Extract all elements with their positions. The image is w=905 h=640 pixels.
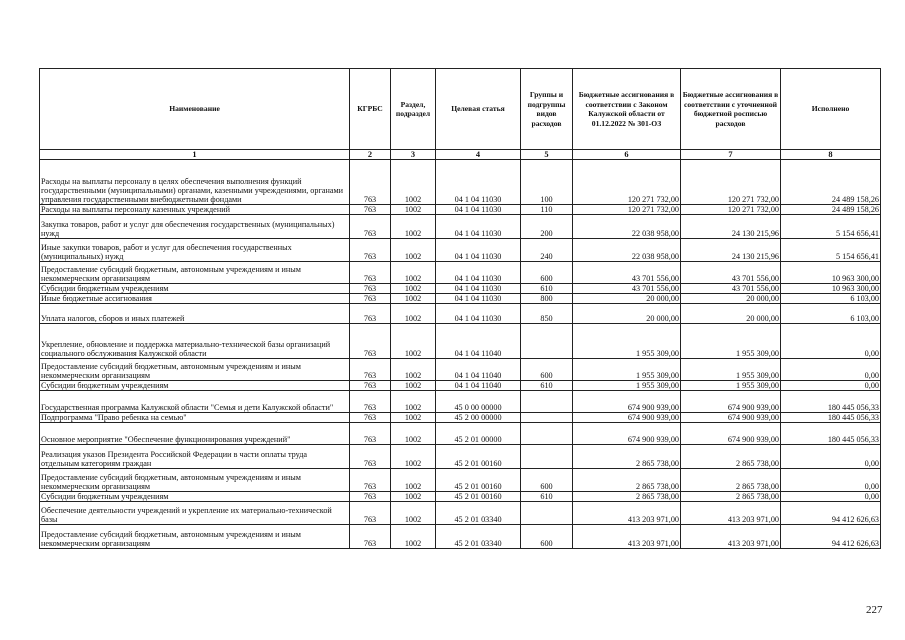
row-target-article: 45 2 01 00160 bbox=[436, 469, 521, 492]
column-number: 6 bbox=[573, 150, 681, 160]
row-expense-group: 850 bbox=[521, 304, 573, 324]
table-row bbox=[40, 215, 881, 239]
row-executed: 0,00 bbox=[781, 492, 881, 502]
row-law-allocation: 22 038 958,00 bbox=[573, 215, 681, 239]
row-executed: 0,00 bbox=[781, 469, 881, 492]
row-expense-group: 800 bbox=[521, 294, 573, 304]
row-kgrbs: 763 bbox=[350, 502, 391, 525]
row-expense-group: 600 bbox=[521, 262, 573, 284]
row-kgrbs: 763 bbox=[350, 294, 391, 304]
row-roster-allocation: 24 130 215,96 bbox=[681, 215, 781, 239]
row-executed: 24 489 158,26 bbox=[781, 160, 881, 205]
row-law-allocation: 674 900 939,00 bbox=[573, 423, 681, 445]
table-row bbox=[40, 502, 881, 525]
row-executed: 94 412 626,63 bbox=[781, 502, 881, 525]
row-executed: 24 489 158,26 bbox=[781, 205, 881, 215]
row-executed: 0,00 bbox=[781, 381, 881, 391]
row-kgrbs: 763 bbox=[350, 381, 391, 391]
header-expense-group: Группы и подгруппы видов расходов bbox=[521, 69, 573, 150]
header-name: Наименование bbox=[40, 69, 350, 150]
row-razdel: 1002 bbox=[391, 381, 436, 391]
row-razdel: 1002 bbox=[391, 445, 436, 469]
row-name: Расходы на выплаты персоналу казенных учреждений bbox=[40, 205, 350, 215]
row-kgrbs: 763 bbox=[350, 262, 391, 284]
table-row bbox=[40, 160, 881, 205]
row-target-article: 45 0 00 00000 bbox=[436, 391, 521, 413]
row-target-article: 45 2 01 00000 bbox=[436, 423, 521, 445]
row-expense-group: 200 bbox=[521, 215, 573, 239]
column-number: 3 bbox=[391, 150, 436, 160]
row-name: Реализация указов Президента Российской Федерации в части оплаты труда отдельным категориям граждан bbox=[40, 445, 350, 469]
table-row bbox=[40, 304, 881, 324]
row-roster-allocation: 120 271 732,00 bbox=[681, 205, 781, 215]
row-target-article: 04 1 04 11030 bbox=[436, 294, 521, 304]
row-name: Предоставление субсидий бюджетным, автономным учреждениям и иным некоммерческим организациям bbox=[40, 525, 350, 549]
row-executed: 6 103,00 bbox=[781, 304, 881, 324]
row-law-allocation: 2 865 738,00 bbox=[573, 469, 681, 492]
row-law-allocation: 2 865 738,00 bbox=[573, 445, 681, 469]
row-executed: 180 445 056,33 bbox=[781, 413, 881, 423]
table-row bbox=[40, 445, 881, 469]
row-kgrbs: 763 bbox=[350, 304, 391, 324]
row-expense-group: 240 bbox=[521, 239, 573, 262]
row-law-allocation: 20 000,00 bbox=[573, 294, 681, 304]
row-name: Подпрограмма "Право ребенка на семью" bbox=[40, 413, 350, 423]
row-expense-group bbox=[521, 324, 573, 359]
header-executed: Исполнено bbox=[781, 69, 881, 150]
row-razdel: 1002 bbox=[391, 413, 436, 423]
table-row bbox=[40, 294, 881, 304]
row-razdel: 1002 bbox=[391, 160, 436, 205]
row-name: Основное мероприятие "Обеспечение функционирования учреждений" bbox=[40, 423, 350, 445]
page-number: 227 bbox=[866, 604, 883, 616]
table-row bbox=[40, 324, 881, 359]
row-name: Субсидии бюджетным учреждениям bbox=[40, 381, 350, 391]
row-target-article: 04 1 04 11030 bbox=[436, 262, 521, 284]
row-law-allocation: 43 701 556,00 bbox=[573, 284, 681, 294]
row-expense-group: 610 bbox=[521, 381, 573, 391]
table-row bbox=[40, 391, 881, 413]
row-kgrbs: 763 bbox=[350, 359, 391, 381]
row-expense-group: 610 bbox=[521, 492, 573, 502]
row-law-allocation: 413 203 971,00 bbox=[573, 502, 681, 525]
row-executed: 10 963 300,00 bbox=[781, 262, 881, 284]
row-target-article: 04 1 04 11030 bbox=[436, 304, 521, 324]
column-number: 5 bbox=[521, 150, 573, 160]
column-number: 4 bbox=[436, 150, 521, 160]
table-header-row bbox=[40, 69, 881, 150]
row-kgrbs: 763 bbox=[350, 525, 391, 549]
row-executed: 180 445 056,33 bbox=[781, 391, 881, 413]
row-roster-allocation: 2 865 738,00 bbox=[681, 445, 781, 469]
row-kgrbs: 763 bbox=[350, 492, 391, 502]
header-target-article: Целевая статья bbox=[436, 69, 521, 150]
table-row bbox=[40, 423, 881, 445]
header-law-allocation: Бюджетные ассигнования в соответствии с Законом Калужской области от 01.12.2022 № 301-ОЗ bbox=[573, 69, 681, 150]
row-law-allocation: 1 955 309,00 bbox=[573, 359, 681, 381]
row-name: Предоставление субсидий бюджетным, автономным учреждениям и иным некоммерческим организациям bbox=[40, 469, 350, 492]
budget-table bbox=[39, 68, 881, 549]
row-name: Закупка товаров, работ и услуг для обеспечения государственных (муниципальных) нужд bbox=[40, 215, 350, 239]
row-roster-allocation: 20 000,00 bbox=[681, 304, 781, 324]
row-roster-allocation: 674 900 939,00 bbox=[681, 423, 781, 445]
row-kgrbs: 763 bbox=[350, 160, 391, 205]
row-expense-group: 600 bbox=[521, 469, 573, 492]
row-law-allocation: 674 900 939,00 bbox=[573, 413, 681, 423]
row-kgrbs: 763 bbox=[350, 445, 391, 469]
column-number: 2 bbox=[350, 150, 391, 160]
table-row bbox=[40, 525, 881, 549]
row-target-article: 04 1 04 11030 bbox=[436, 205, 521, 215]
row-target-article: 45 2 00 00000 bbox=[436, 413, 521, 423]
row-roster-allocation: 1 955 309,00 bbox=[681, 381, 781, 391]
row-law-allocation: 120 271 732,00 bbox=[573, 160, 681, 205]
row-name: Государственная программа Калужской области "Семья и дети Калужской области" bbox=[40, 391, 350, 413]
row-law-allocation: 120 271 732,00 bbox=[573, 205, 681, 215]
table-row bbox=[40, 359, 881, 381]
row-kgrbs: 763 bbox=[350, 324, 391, 359]
row-roster-allocation: 1 955 309,00 bbox=[681, 359, 781, 381]
row-target-article: 04 1 04 11040 bbox=[436, 324, 521, 359]
row-razdel: 1002 bbox=[391, 324, 436, 359]
column-number-row bbox=[40, 150, 881, 160]
row-target-article: 04 1 04 11030 bbox=[436, 284, 521, 294]
row-expense-group bbox=[521, 423, 573, 445]
row-target-article: 04 1 04 11030 bbox=[436, 215, 521, 239]
row-target-article: 45 2 01 03340 bbox=[436, 525, 521, 549]
table-row bbox=[40, 239, 881, 262]
header-razdel: Раздел, подраздел bbox=[391, 69, 436, 150]
row-expense-group bbox=[521, 502, 573, 525]
row-roster-allocation: 20 000,00 bbox=[681, 294, 781, 304]
row-executed: 0,00 bbox=[781, 445, 881, 469]
row-razdel: 1002 bbox=[391, 359, 436, 381]
table-row bbox=[40, 469, 881, 492]
header-roster-allocation: Бюджетные ассигнования в соответствии с уточненной бюджетной росписью расходов bbox=[681, 69, 781, 150]
row-kgrbs: 763 bbox=[350, 413, 391, 423]
row-executed: 180 445 056,33 bbox=[781, 423, 881, 445]
row-executed: 6 103,00 bbox=[781, 294, 881, 304]
row-razdel: 1002 bbox=[391, 284, 436, 294]
row-name: Иные закупки товаров, работ и услуг для обеспечения государственных (муниципальных) нужд bbox=[40, 239, 350, 262]
row-target-article: 45 2 01 00160 bbox=[436, 445, 521, 469]
row-expense-group bbox=[521, 391, 573, 413]
row-law-allocation: 20 000,00 bbox=[573, 304, 681, 324]
row-razdel: 1002 bbox=[391, 502, 436, 525]
row-law-allocation: 2 865 738,00 bbox=[573, 492, 681, 502]
row-razdel: 1002 bbox=[391, 215, 436, 239]
row-kgrbs: 763 bbox=[350, 205, 391, 215]
row-razdel: 1002 bbox=[391, 423, 436, 445]
table-row bbox=[40, 413, 881, 423]
row-roster-allocation: 413 203 971,00 bbox=[681, 502, 781, 525]
row-expense-group: 610 bbox=[521, 284, 573, 294]
row-razdel: 1002 bbox=[391, 262, 436, 284]
row-expense-group: 600 bbox=[521, 525, 573, 549]
row-name: Субсидии бюджетным учреждениям bbox=[40, 492, 350, 502]
row-kgrbs: 763 bbox=[350, 284, 391, 294]
table-row bbox=[40, 381, 881, 391]
row-name: Расходы на выплаты персоналу в целях обеспечения выполнения функций государственными (муниципальными) органами, казенными учреждениями, органами управления государственными внебюджетными фондами bbox=[40, 160, 350, 205]
row-target-article: 04 1 04 11040 bbox=[436, 381, 521, 391]
row-name: Предоставление субсидий бюджетным, автономным учреждениям и иным некоммерческим организациям bbox=[40, 262, 350, 284]
row-roster-allocation: 2 865 738,00 bbox=[681, 469, 781, 492]
row-roster-allocation: 674 900 939,00 bbox=[681, 413, 781, 423]
row-law-allocation: 1 955 309,00 bbox=[573, 381, 681, 391]
row-target-article: 04 1 04 11030 bbox=[436, 160, 521, 205]
row-name: Предоставление субсидий бюджетным, автономным учреждениям и иным некоммерческим организациям bbox=[40, 359, 350, 381]
header-kgrbs: КГРБС bbox=[350, 69, 391, 150]
column-number: 1 bbox=[40, 150, 350, 160]
row-kgrbs: 763 bbox=[350, 391, 391, 413]
row-law-allocation: 674 900 939,00 bbox=[573, 391, 681, 413]
row-kgrbs: 763 bbox=[350, 469, 391, 492]
row-roster-allocation: 413 203 971,00 bbox=[681, 525, 781, 549]
table-body bbox=[40, 160, 881, 549]
row-law-allocation: 43 701 556,00 bbox=[573, 262, 681, 284]
row-executed: 94 412 626,63 bbox=[781, 525, 881, 549]
row-roster-allocation: 674 900 939,00 bbox=[681, 391, 781, 413]
table-row bbox=[40, 205, 881, 215]
row-roster-allocation: 43 701 556,00 bbox=[681, 262, 781, 284]
row-razdel: 1002 bbox=[391, 239, 436, 262]
column-number: 7 bbox=[681, 150, 781, 160]
row-expense-group bbox=[521, 445, 573, 469]
row-name: Обеспечение деятельности учреждений и укрепление их материально-технической базы bbox=[40, 502, 350, 525]
column-number: 8 bbox=[781, 150, 881, 160]
row-target-article: 04 1 04 11030 bbox=[436, 239, 521, 262]
row-executed: 5 154 656,41 bbox=[781, 239, 881, 262]
row-razdel: 1002 bbox=[391, 304, 436, 324]
row-roster-allocation: 2 865 738,00 bbox=[681, 492, 781, 502]
table-row bbox=[40, 262, 881, 284]
row-name: Уплата налогов, сборов и иных платежей bbox=[40, 304, 350, 324]
row-name: Укрепление, обновление и поддержка материально-технической базы организаций социального обслуживания Калужской области bbox=[40, 324, 350, 359]
row-razdel: 1002 bbox=[391, 492, 436, 502]
row-executed: 0,00 bbox=[781, 359, 881, 381]
row-razdel: 1002 bbox=[391, 205, 436, 215]
row-law-allocation: 413 203 971,00 bbox=[573, 525, 681, 549]
row-executed: 0,00 bbox=[781, 324, 881, 359]
row-razdel: 1002 bbox=[391, 525, 436, 549]
row-target-article: 45 2 01 03340 bbox=[436, 502, 521, 525]
row-kgrbs: 763 bbox=[350, 423, 391, 445]
row-law-allocation: 1 955 309,00 bbox=[573, 324, 681, 359]
row-roster-allocation: 24 130 215,96 bbox=[681, 239, 781, 262]
row-executed: 5 154 656,41 bbox=[781, 215, 881, 239]
row-roster-allocation: 120 271 732,00 bbox=[681, 160, 781, 205]
row-target-article: 04 1 04 11040 bbox=[436, 359, 521, 381]
row-razdel: 1002 bbox=[391, 469, 436, 492]
row-expense-group: 100 bbox=[521, 160, 573, 205]
row-roster-allocation: 1 955 309,00 bbox=[681, 324, 781, 359]
row-kgrbs: 763 bbox=[350, 215, 391, 239]
row-expense-group: 600 bbox=[521, 359, 573, 381]
row-name: Иные бюджетные ассигнования bbox=[40, 294, 350, 304]
row-kgrbs: 763 bbox=[350, 239, 391, 262]
row-roster-allocation: 43 701 556,00 bbox=[681, 284, 781, 294]
row-law-allocation: 22 038 958,00 bbox=[573, 239, 681, 262]
row-expense-group bbox=[521, 413, 573, 423]
row-razdel: 1002 bbox=[391, 391, 436, 413]
row-razdel: 1002 bbox=[391, 294, 436, 304]
row-name: Субсидии бюджетным учреждениям bbox=[40, 284, 350, 294]
table-row bbox=[40, 492, 881, 502]
row-executed: 10 963 300,00 bbox=[781, 284, 881, 294]
row-expense-group: 110 bbox=[521, 205, 573, 215]
table-row bbox=[40, 284, 881, 294]
row-target-article: 45 2 01 00160 bbox=[436, 492, 521, 502]
